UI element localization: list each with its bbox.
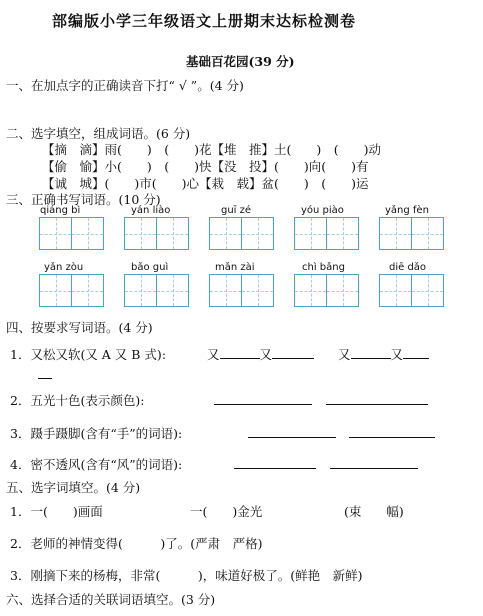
question-text: 密不透风(含有“风”的词语): — [30, 457, 183, 472]
answer-blank[interactable] — [330, 468, 418, 469]
page-title: 部编版小学三年级语文上册期末达标检测卷 — [52, 12, 357, 30]
pinyin-label: bǎo guì — [131, 262, 169, 273]
answer-blank[interactable] — [214, 404, 312, 405]
writing-grid[interactable] — [294, 217, 359, 250]
pinyin-label: qiáng bì — [40, 205, 81, 216]
pinyin-label: yǎn zòu — [44, 262, 84, 273]
answer-blank[interactable] — [220, 347, 260, 359]
section-2-row: 【诚 城】( )市( )心【栽 载】盆( ) ( )运 — [42, 176, 369, 191]
answer-blank[interactable] — [403, 347, 429, 359]
writing-grid[interactable] — [209, 274, 274, 307]
pinyin-label: mǎn zài — [215, 262, 255, 273]
writing-grid[interactable] — [379, 217, 444, 250]
writing-grid[interactable] — [39, 217, 104, 250]
question-number: 1． — [10, 504, 31, 519]
writing-grid[interactable] — [379, 274, 444, 307]
section-1-heading: 一、在加点字的正确读音下打“ √ ”。(4 分) — [6, 78, 244, 93]
question-text: 一( )画面 — [30, 504, 103, 519]
section-subtitle: 基础百花园(39 分) — [186, 54, 295, 69]
you-word: 又 — [390, 347, 404, 362]
writing-grid[interactable] — [39, 274, 104, 307]
pinyin-label: yóu piào — [301, 205, 344, 216]
question-number: 3． — [10, 426, 31, 441]
section-3-heading: 三、正确书写词语。(10 分) — [6, 192, 161, 207]
answer-blank[interactable] — [234, 468, 316, 469]
you-word: 又 — [259, 347, 273, 362]
you-word: 又 — [338, 347, 351, 362]
question-5-1 — [10, 502, 103, 520]
question-4-4 — [10, 455, 182, 473]
question-text: 蹑手蹑脚(含有“手”的词语): — [30, 426, 183, 441]
answer-blank[interactable] — [38, 378, 52, 379]
question-4-2 — [10, 391, 144, 409]
question-5-1-b: 一( )金光 — [190, 504, 263, 519]
section-4-heading: 四、按要求写词语。(4 分) — [6, 320, 153, 335]
you-word: 又 — [207, 347, 220, 362]
question-4-1-answer — [207, 345, 429, 363]
section-2-row: 【偷 愉】小( ) ( )快【没 投】( )向( )有 — [42, 159, 369, 174]
answer-blank[interactable] — [272, 347, 314, 359]
question-text: 老师的神情变得( )了。(严肃 严格) — [30, 536, 263, 551]
writing-grid[interactable] — [209, 217, 274, 250]
question-number: 2． — [10, 393, 31, 408]
question-text: 刚摘下来的杨梅，非常( )，味道好极了。(鲜艳 新鲜) — [30, 568, 363, 583]
question-number: 3． — [10, 568, 31, 583]
answer-blank[interactable] — [326, 404, 428, 405]
question-text: 又松又软(又 A 又 B 式): — [30, 347, 167, 362]
question-5-3 — [10, 566, 362, 584]
pinyin-label: diē dǎo — [389, 262, 427, 273]
question-number: 1． — [10, 347, 31, 362]
writing-grid[interactable] — [124, 274, 189, 307]
question-5-2 — [10, 534, 262, 552]
section-6-heading: 六、选择合适的关联词语填空。(3 分) — [6, 592, 216, 607]
question-number: 4． — [10, 457, 31, 472]
writing-grid[interactable] — [294, 274, 359, 307]
answer-blank[interactable] — [349, 437, 435, 438]
pinyin-label: guī zé — [221, 205, 252, 216]
answer-blank[interactable] — [248, 437, 336, 438]
pinyin-label: yán liào — [131, 205, 171, 216]
pinyin-label: yǎng fèn — [385, 205, 429, 216]
question-5-1-options: (束 幅) — [344, 504, 404, 519]
section-2-heading: 二、选字填空，组成词语。(6 分) — [6, 126, 191, 141]
section-2-row: 【摘 滴】雨( ) ( )花【堆 推】土( ) ( )动 — [42, 142, 382, 157]
question-4-3 — [10, 424, 182, 442]
question-text: 五光十色(表示颜色): — [30, 393, 145, 408]
answer-blank[interactable] — [351, 347, 391, 359]
pinyin-label: chì bǎng — [302, 262, 345, 273]
question-number: 2． — [10, 536, 31, 551]
question-4-1 — [10, 345, 166, 363]
section-5-heading: 五、选字词填空。(4 分) — [6, 480, 141, 495]
writing-grid[interactable] — [124, 217, 189, 250]
